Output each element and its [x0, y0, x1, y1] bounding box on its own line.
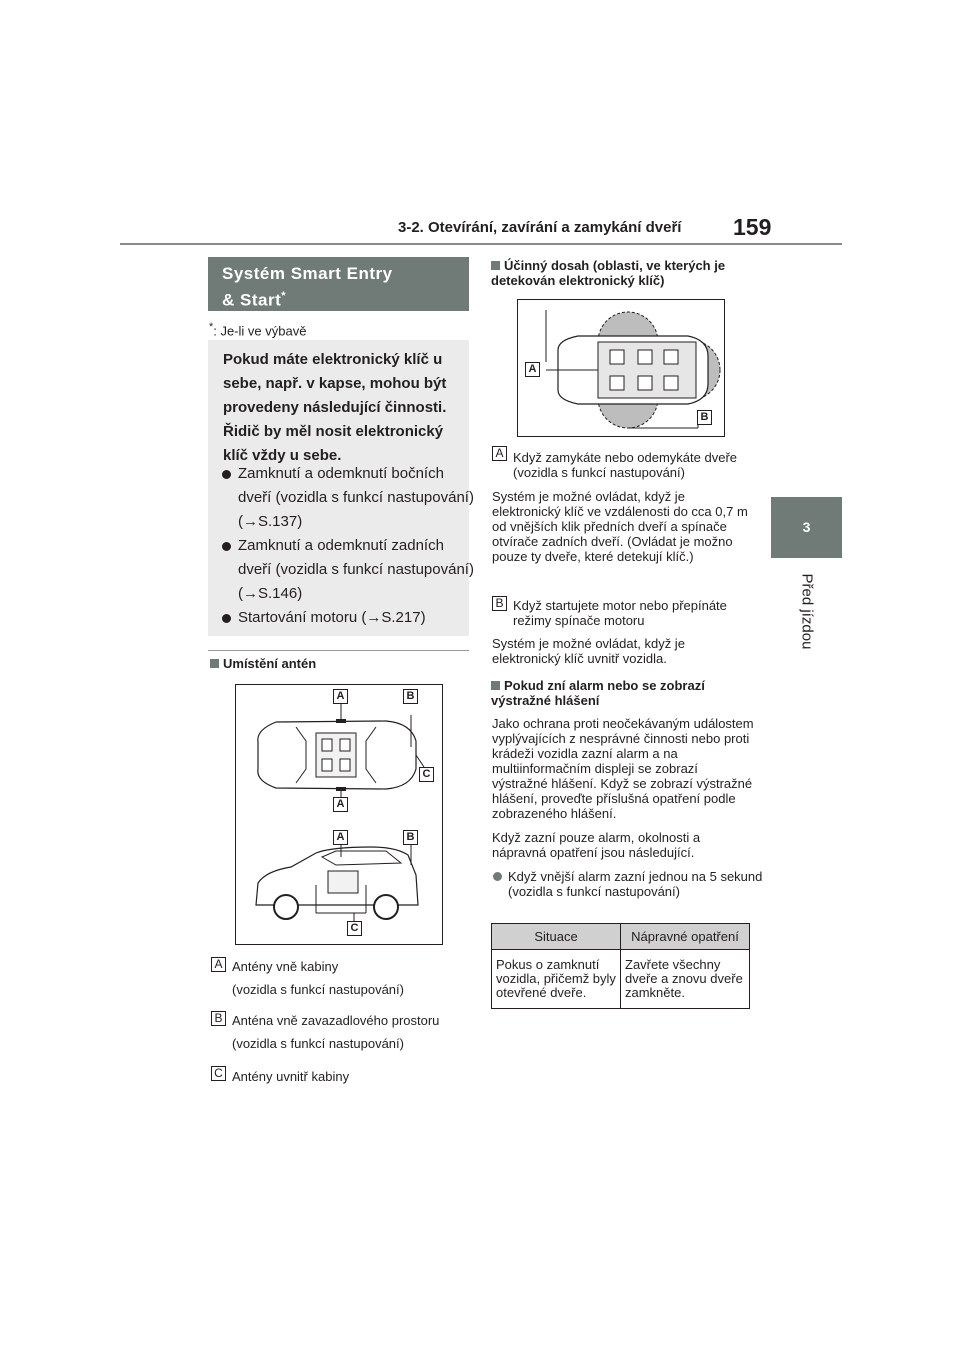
chapter-tab: 3	[771, 497, 842, 558]
legend-text: Antény uvnitř kabiny	[232, 1069, 350, 1084]
table-header: Situace	[492, 924, 621, 950]
legend-key: C	[211, 1066, 226, 1081]
car-range-illustration	[518, 300, 724, 436]
range-item-b-title: Když startujete motor nebo přepínáte režimy spínače motoru	[513, 598, 727, 628]
square-bullet-icon	[210, 659, 219, 668]
intro-bullet	[222, 534, 478, 606]
section-title-line2: & Start	[222, 290, 282, 310]
range-heading	[491, 258, 753, 288]
section-title-line1: Systém Smart Entry	[222, 264, 393, 283]
range-item-a-text: Systém je možné ovládat, když je elektronický klíč ve vzdálenosti do cca 0,7 m od vnějších klik předních dveří a spínače otvírače zadních dveří. (Ovládat je možno pouze ty dveře, které detekují klíč.)	[492, 489, 748, 564]
legend-sub: (vozidla s funkcí nastupování)	[232, 982, 404, 997]
alarm-heading	[491, 678, 753, 708]
table-header-row	[492, 924, 750, 950]
section-heading	[208, 257, 469, 311]
alarm-bullet	[492, 869, 770, 899]
antenna-heading	[210, 656, 316, 671]
intro-bullet	[222, 462, 478, 534]
section-title-mark: *	[281, 290, 287, 302]
intro-bullet-text: Zamknutí a odemknutí zadních dveří (vozidla s funkcí nastupování) (→S.146)	[238, 537, 474, 602]
square-bullet-icon	[491, 261, 500, 270]
legend-text: Antény vně kabiny	[232, 959, 339, 974]
table-cell: Pokus o zamknutí vozidla, přičemž byly otevřené dveře.	[492, 950, 621, 1009]
legend-key: A	[211, 957, 226, 972]
bullet-icon	[493, 872, 502, 881]
footnote	[209, 321, 306, 338]
footnote-mark: *	[209, 321, 214, 333]
header-rule	[120, 243, 842, 245]
alarm-bullet-text: Když vnější alarm zazní jednou na 5 sekund (vozidla s funkcí nastupování)	[508, 869, 763, 899]
divider	[208, 650, 469, 651]
range-key-a: A	[492, 446, 507, 461]
header-title: 3-2. Otevírání, zavírání a zamykání dveří	[398, 219, 682, 236]
label-a: A	[525, 362, 540, 377]
square-bullet-icon	[491, 681, 500, 690]
range-item-b-text: Systém je možné ovládat, když je elektronický klíč uvnitř vozidla.	[492, 636, 685, 666]
intro-box	[208, 340, 474, 636]
antenna-heading-text: Umístění antén	[223, 656, 317, 671]
legend-sub: (vozidla s funkcí nastupování)	[232, 1036, 404, 1051]
legend-key: B	[211, 1011, 226, 1026]
label-b: B	[697, 410, 712, 425]
car-antenna-illustration	[236, 685, 442, 944]
alarm-para1: Jako ochrana proti neočekávaným událostem vyplývajících z nesprávné činnosti nebo proti krádeži vozidla zazní alarm a na multiinformačním displeji se zobrazí výstražné hlášení. Když se zobrazí výstražné hlášení, proveďte příslušná opatření podle zobrazeného hlášení.	[492, 716, 754, 821]
table-cell: Zavřete všechny dveře a znovu dveře zamkněte.	[621, 950, 750, 1009]
label-b: B	[403, 689, 418, 704]
bullet-icon	[222, 614, 231, 623]
antenna-diagram	[235, 684, 443, 945]
label-a: A	[333, 830, 348, 845]
range-heading-text: Účinný dosah (oblasti, ve kterých je detekován elektronický klíč)	[491, 258, 726, 288]
alarm-para2: Když zazní pouze alarm, okolnosti a nápravná opatření jsou následující.	[492, 830, 701, 860]
intro-bullet-text: Startování motoru (→S.217)	[238, 609, 426, 626]
label-c: C	[347, 921, 362, 936]
chapter-label-text: Před jízdou	[798, 573, 816, 650]
bullet-icon	[222, 542, 231, 551]
situation-table	[491, 923, 750, 1009]
intro-bullet	[222, 606, 478, 630]
table-header: Nápravné opatření	[621, 924, 750, 950]
page-number: 159	[733, 214, 772, 240]
label-a: A	[333, 689, 348, 704]
intro-bullet-text: Zamknutí a odemknutí bočních dveří (vozidla s funkcí nastupování) (→S.137)	[238, 465, 474, 530]
alarm-heading-text: Pokud zní alarm nebo se zobrazí výstražné hlášení	[491, 678, 705, 708]
legend-text: Anténa vně zavazadlového prostoru	[232, 1013, 440, 1028]
label-c: C	[419, 767, 434, 782]
range-item-a-title: Když zamykáte nebo odemykáte dveře (vozidla s funkcí nastupování)	[513, 450, 738, 480]
chapter-label	[782, 568, 832, 658]
label-a: A	[333, 797, 348, 812]
table-row	[492, 950, 750, 1009]
intro-lead: Pokud máte elektronický klíč u sebe, např. v kapse, mohou být provedeny následující činnosti. Řidič by měl nosit elektronický klíč vždy u sebe.	[223, 351, 447, 464]
range-key-b: B	[492, 596, 507, 611]
bullet-icon	[222, 470, 231, 479]
range-diagram	[517, 299, 725, 437]
footnote-text: : Je-li ve výbavě	[213, 323, 307, 339]
label-b: B	[403, 830, 418, 845]
